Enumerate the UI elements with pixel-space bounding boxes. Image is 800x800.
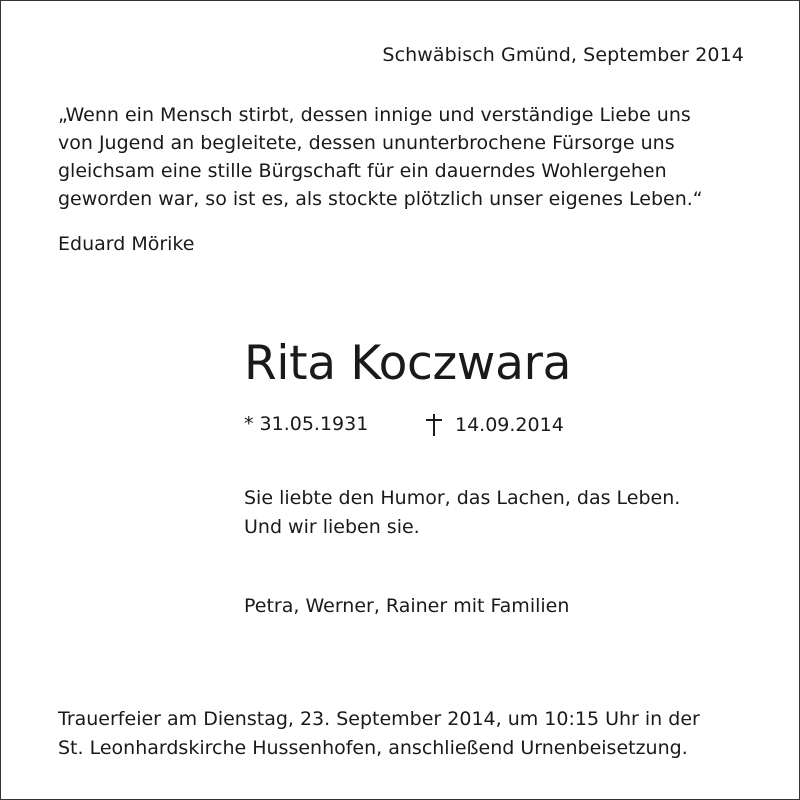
funeral-details bbox=[58, 705, 700, 763]
deceased-name: Rita Koczwara bbox=[244, 336, 572, 391]
quote-author: Eduard Mörike bbox=[58, 233, 195, 255]
funeral-line-2: St. Leonhardskirche Hussenhofen, anschließend Urnenbeisetzung. bbox=[58, 737, 688, 759]
cross-icon bbox=[426, 413, 442, 437]
death-date-group bbox=[426, 413, 564, 437]
place-and-date: Schwäbisch Gmünd, September 2014 bbox=[382, 44, 744, 66]
tribute-line-2: Und wir lieben sie. bbox=[244, 516, 420, 538]
quote-line-4: geworden war, so ist es, als stockte plötzlich unser eigenes Leben.“ bbox=[58, 188, 703, 210]
memorial-quote bbox=[58, 101, 758, 213]
quote-line-3: gleichsam eine stille Bürgschaft für ein dauerndes Wohlergehen bbox=[58, 160, 667, 182]
tribute-line-1: Sie liebte den Humor, das Lachen, das Leben. bbox=[244, 487, 681, 509]
quote-line-1: „Wenn ein Mensch stirbt, dessen innige und verständige Liebe uns bbox=[58, 104, 691, 126]
birth-date: * 31.05.1931 bbox=[244, 413, 369, 435]
quote-line-2: von Jugend an begleitete, dessen ununterbrochene Fürsorge uns bbox=[58, 132, 675, 154]
family-signature: Petra, Werner, Rainer mit Familien bbox=[244, 595, 570, 617]
tribute-text bbox=[244, 484, 680, 542]
funeral-line-1: Trauerfeier am Dienstag, 23. September 2014, um 10:15 Uhr in der bbox=[58, 708, 700, 730]
death-date: 14.09.2014 bbox=[455, 414, 564, 436]
